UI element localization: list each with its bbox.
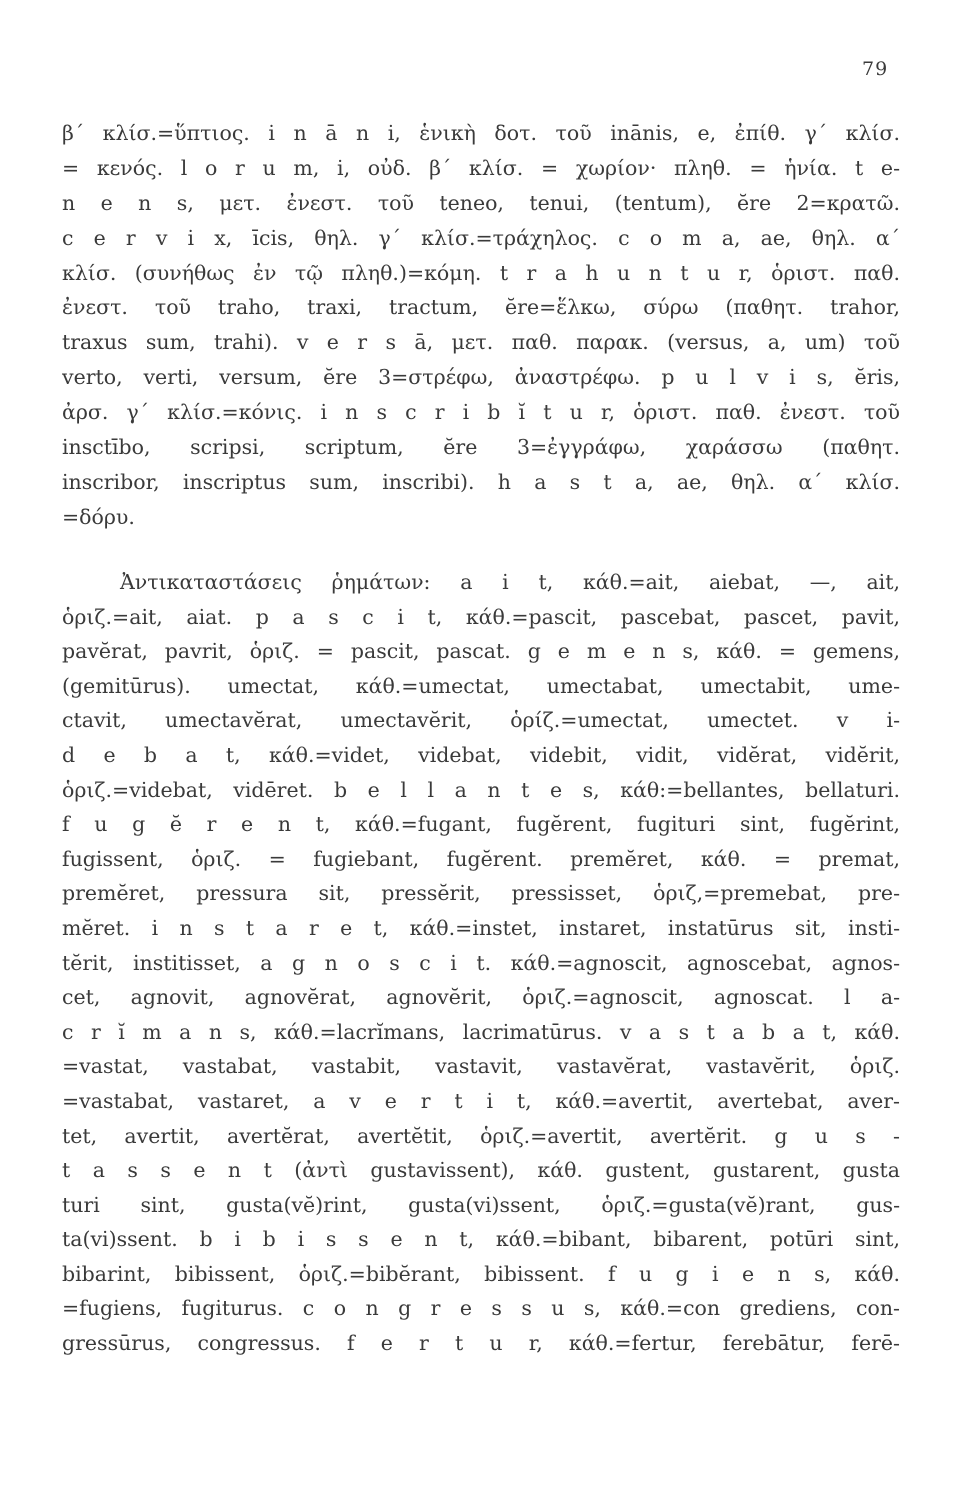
text-line: ctavit, umectavĕrat, umectavĕrit, ὁρίζ.=umectat, umectet. v i-: [62, 708, 900, 733]
text-line: t a s s e n t (ἀντὶ gustavissent), κάθ. gustent, gustarent, gusta: [62, 1158, 900, 1183]
text-line: tet, avertit, avertĕrat, avertĕtit, ὁριζ.=avertit, avertĕrit. g u s -: [62, 1123, 900, 1148]
text-line: κλίσ. (συνήθως ἐν τῷ πληθ.)=κόμη. t r a h u n t u r, ὁριστ. παθ.: [62, 260, 900, 285]
text-line: traxus sum, trahi). v e r s ā, μετ. παθ. παρακ. (versus, a, um) τοῦ: [62, 330, 900, 355]
text-line: insctībo, scripsi, scriptum, ĕre 3=ἐγγράφω, χαράσσω (παθητ.: [62, 435, 900, 460]
text-line: gressūrus, congressus. f e r t u r, κάθ.=fertur, ferebātur, ferē-: [62, 1331, 900, 1356]
text-line: ἐνεστ. τοῦ traho, traxi, tractum, ĕre=ἕλκω, σύρω (παθητ. trahor,: [62, 295, 900, 320]
text-line: f u g ĕ r e n t, κάθ.=fugant, fugĕrent, fugituri sint, fugĕrint,: [62, 812, 900, 837]
text-line: n e n s, μετ. ἐνεστ. τοῦ teneo, tenui, (tentum), ĕre 2=κρατῶ.: [62, 190, 900, 215]
text-line: ta(vi)ssent. b i b i s s e n t, κάθ.=bibant, bibarent, potūri sint,: [62, 1227, 900, 1252]
text-line: =δόρυ.: [62, 504, 135, 529]
text-line: d e b a t, κάθ.=videt, videbat, videbit, vidit, vidĕrat, vidĕrit,: [62, 742, 900, 767]
text-line: verto, verti, versum, ĕre 3=στρέφω, ἀναστρέφω. p u l v i s, ĕris,: [62, 365, 900, 390]
text-line: fugissent, ὁριζ. = fugiebant, fugĕrent. premĕret, κάθ. = premat,: [62, 846, 900, 871]
text-line: bibarint, bibissent, ὁριζ.=bibĕrant, bibissent. f u g i e n s, κάθ.: [62, 1261, 900, 1286]
text-line: ἀρσ. γ΄ κλίσ.=κόνις. i n s c r i b ĭ t u r, ὁριστ. παθ. ἐνεστ. τοῦ: [62, 400, 900, 425]
verb-substitutions-paragraph: [62, 565, 900, 1361]
text-line: inscribor, inscriptus sum, inscribi). h a s t a, ae, θηλ. α΄ κλίσ.: [62, 469, 900, 494]
text-line: tĕrit, institisset, a g n o s c i t. κάθ.=agnoscit, agnoscebat, agnos-: [62, 950, 900, 975]
text-line: turi sint, gusta(vĕ)rint, gusta(vi)ssent, ὁριζ.=gusta(vĕ)rant, gus-: [62, 1192, 900, 1217]
text-line: =vastabat, vastaret, a v e r t i t, κάθ.=avertit, avertebat, aver-: [62, 1088, 900, 1113]
text-line: ὁριζ.=videbat, vidēret. b e l l a n t e s, κάθ:=bellantes, bellaturi.: [62, 777, 900, 802]
text-line: = κενός. l o r u m, i, οὐδ. β΄ κλίσ. = χωρίον· πληθ. = ἡνία. t e-: [62, 155, 900, 180]
text-line: premĕret, pressura sit, pressĕrit, pressisset, ὁριζ,=premebat, pre-: [62, 881, 900, 906]
text-line: c r ĭ m a n s, κάθ.=lacrĭmans, lacrimatūrus. v a s t a b a t, κάθ.: [62, 1019, 900, 1044]
text-line: =fugiens, fugiturus. c o n g r e s s u s, κάθ.=con grediens, con-: [62, 1296, 900, 1321]
text-line: c e r v i x, īcis, θηλ. γ΄ κλίσ.=τράχηλος. c o m a, ae, θηλ. α΄: [62, 225, 900, 250]
vocabulary-paragraph: [62, 116, 900, 535]
text-line: =vastat, vastabat, vastabit, vastavit, vastavĕrat, vastavĕrit, ὁριζ.: [62, 1054, 900, 1079]
text-line: (gemitūrus). umectat, κάθ.=umectat, umectabat, umectabit, ume-: [62, 673, 900, 698]
text-line: ὁριζ.=ait, aiat. p a s c i t, κάθ.=pascit, pascebat, pascet, pavit,: [62, 604, 900, 629]
text-line: Ἀντικαταστάσεις ῥημάτων: a i t, κάθ.=ait, aiebat, —, ait,: [120, 570, 900, 594]
text-line: mĕret. i n s t a r e t, κάθ.=instet, instaret, instatūrus sit, insti-: [62, 915, 900, 940]
text-line: pavĕrat, pavrit, ὁριζ. = pascit, pascat. g e m e n s, κάθ. = gemens,: [62, 639, 900, 664]
text-line: β΄ κλίσ.=ὕπτιος. i n ā n i, ἑνικὴ δοτ. τοῦ inānis, e, ἐπίθ. γ΄ κλίσ.: [62, 121, 900, 145]
page-number: 79: [862, 58, 889, 80]
text-line: cet, agnovit, agnovĕrat, agnovĕrit, ὁριζ.=agnoscit, agnoscat. l a-: [62, 985, 900, 1010]
